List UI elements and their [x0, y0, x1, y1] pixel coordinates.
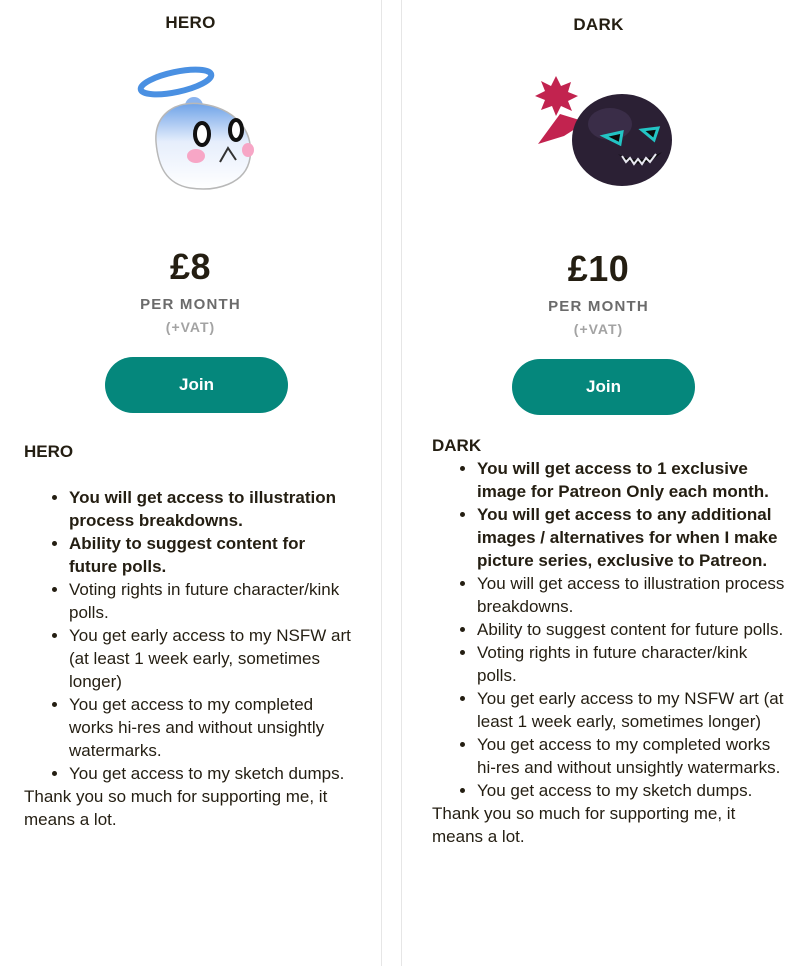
- join-button[interactable]: Join: [105, 357, 288, 413]
- tier-card-dark: [401, 0, 794, 966]
- list-item: • Ability to suggest content for future polls.: [477, 618, 787, 641]
- tier-card-hero: [0, 0, 382, 966]
- thanks-note: Thank you so much for supporting me, it means a lot.: [24, 787, 328, 829]
- list-item: • You get access to my completed works hi-res and without unsightly watermarks.: [477, 733, 787, 779]
- list-item: • You get access to my sketch dumps.: [69, 762, 356, 785]
- description-heading: HERO: [24, 442, 74, 461]
- join-button[interactable]: Join: [512, 359, 695, 415]
- tier-title: DARK: [573, 15, 624, 34]
- tier-price: £8: [169, 246, 212, 287]
- list-item: • You will get access to illustration process breakdowns.: [69, 486, 356, 532]
- description-heading: DARK: [432, 436, 482, 455]
- thanks-note: Thank you so much for supporting me, it means a lot.: [432, 804, 736, 846]
- list-item: • You will get access to any additional images / alternatives for when I make picture series, exclusive to Patreon.: [477, 503, 787, 572]
- list-item: • You will get access to 1 exclusive image for Patreon Only each month.: [477, 457, 787, 503]
- tier-description: [24, 440, 380, 831]
- dark-chao-icon: [530, 74, 676, 190]
- benefit-list: [432, 457, 787, 802]
- tier-period: PER MONTH: [140, 296, 241, 313]
- tier-period: PER MONTH: [548, 298, 649, 315]
- list-item: • You get early access to my NSFW art (at least 1 week early, sometimes longer): [69, 624, 356, 693]
- tier-title: HERO: [165, 13, 216, 32]
- tier-price: £10: [567, 248, 630, 289]
- tier-vat-note: (+VAT): [165, 319, 216, 335]
- list-item: • Voting rights in future character/kink polls.: [477, 641, 787, 687]
- benefit-list: [24, 486, 380, 785]
- list-item: • Ability to suggest content for future polls.: [69, 532, 356, 578]
- tier-vat-note: (+VAT): [573, 321, 624, 337]
- list-item: • You get early access to my NSFW art (at least 1 week early, sometimes longer): [477, 687, 787, 733]
- tier-description: [432, 434, 787, 848]
- hero-chao-icon: [136, 62, 262, 194]
- list-item: • You get access to my completed works hi-res and without unsightly watermarks.: [69, 693, 356, 762]
- list-item: • You get access to my sketch dumps.: [477, 779, 787, 802]
- list-item: • Voting rights in future character/kink polls.: [69, 578, 356, 624]
- list-item: • You will get access to illustration process breakdowns.: [477, 572, 787, 618]
